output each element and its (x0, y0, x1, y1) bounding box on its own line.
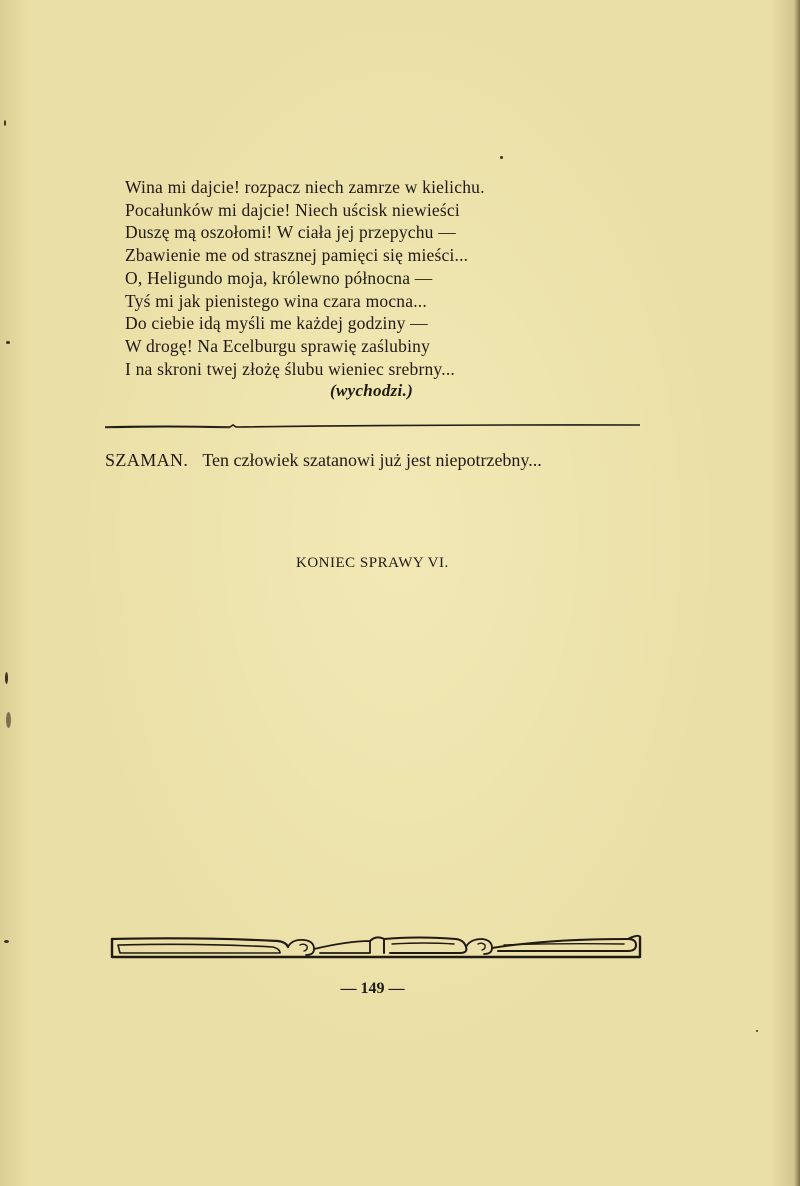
paper-speck (756, 1030, 758, 1032)
poem-line: Tyś mi jak pienistego wina czara mocna... (125, 290, 427, 311)
decorative-ornament (108, 931, 644, 963)
paper-speck (4, 940, 9, 943)
poem-line: Wina mi dajcie! rozpacz niech zamrze w kielichu. (125, 177, 485, 197)
poem-line: I na skroni twej złożę ślubu wieniec srebrny... (125, 358, 455, 379)
poem-line: O, Heligundo moja, królewno północna — (125, 267, 433, 288)
paper-speck (500, 156, 503, 159)
poem-line: Pocałunków mi dajcie! Niech uścisk niewieści (125, 199, 460, 220)
paper-speck (5, 672, 8, 684)
dialogue-line (105, 450, 542, 471)
poem-line: Zbawienie me od strasznej pamięci się mieści... (125, 245, 469, 266)
poem-block (125, 176, 565, 380)
paper-speck (6, 341, 10, 344)
page-number: — 149 — (340, 980, 405, 997)
poem-line: Do ciebie idą myśli me każdej godziny — (125, 313, 428, 334)
paper-speck (6, 712, 11, 728)
dialogue-text: Ten człowiek szatanowi już jest niepotrzebny... (202, 450, 542, 470)
poem-line: Duszę mą oszołomi! W ciała jej przepychu — (125, 222, 456, 243)
page-edge-shadow (794, 0, 800, 1186)
paper-speck (4, 120, 6, 126)
section-divider-rule (105, 421, 640, 429)
act-end-title: KONIEC SPRAWY VI. (296, 555, 449, 571)
poem-line: W drogę! Na Ecelburgu sprawię zaślubiny (125, 335, 431, 356)
speaker-name: SZAMAN. (105, 450, 189, 470)
stage-direction: (wychodzi.) (330, 381, 414, 400)
